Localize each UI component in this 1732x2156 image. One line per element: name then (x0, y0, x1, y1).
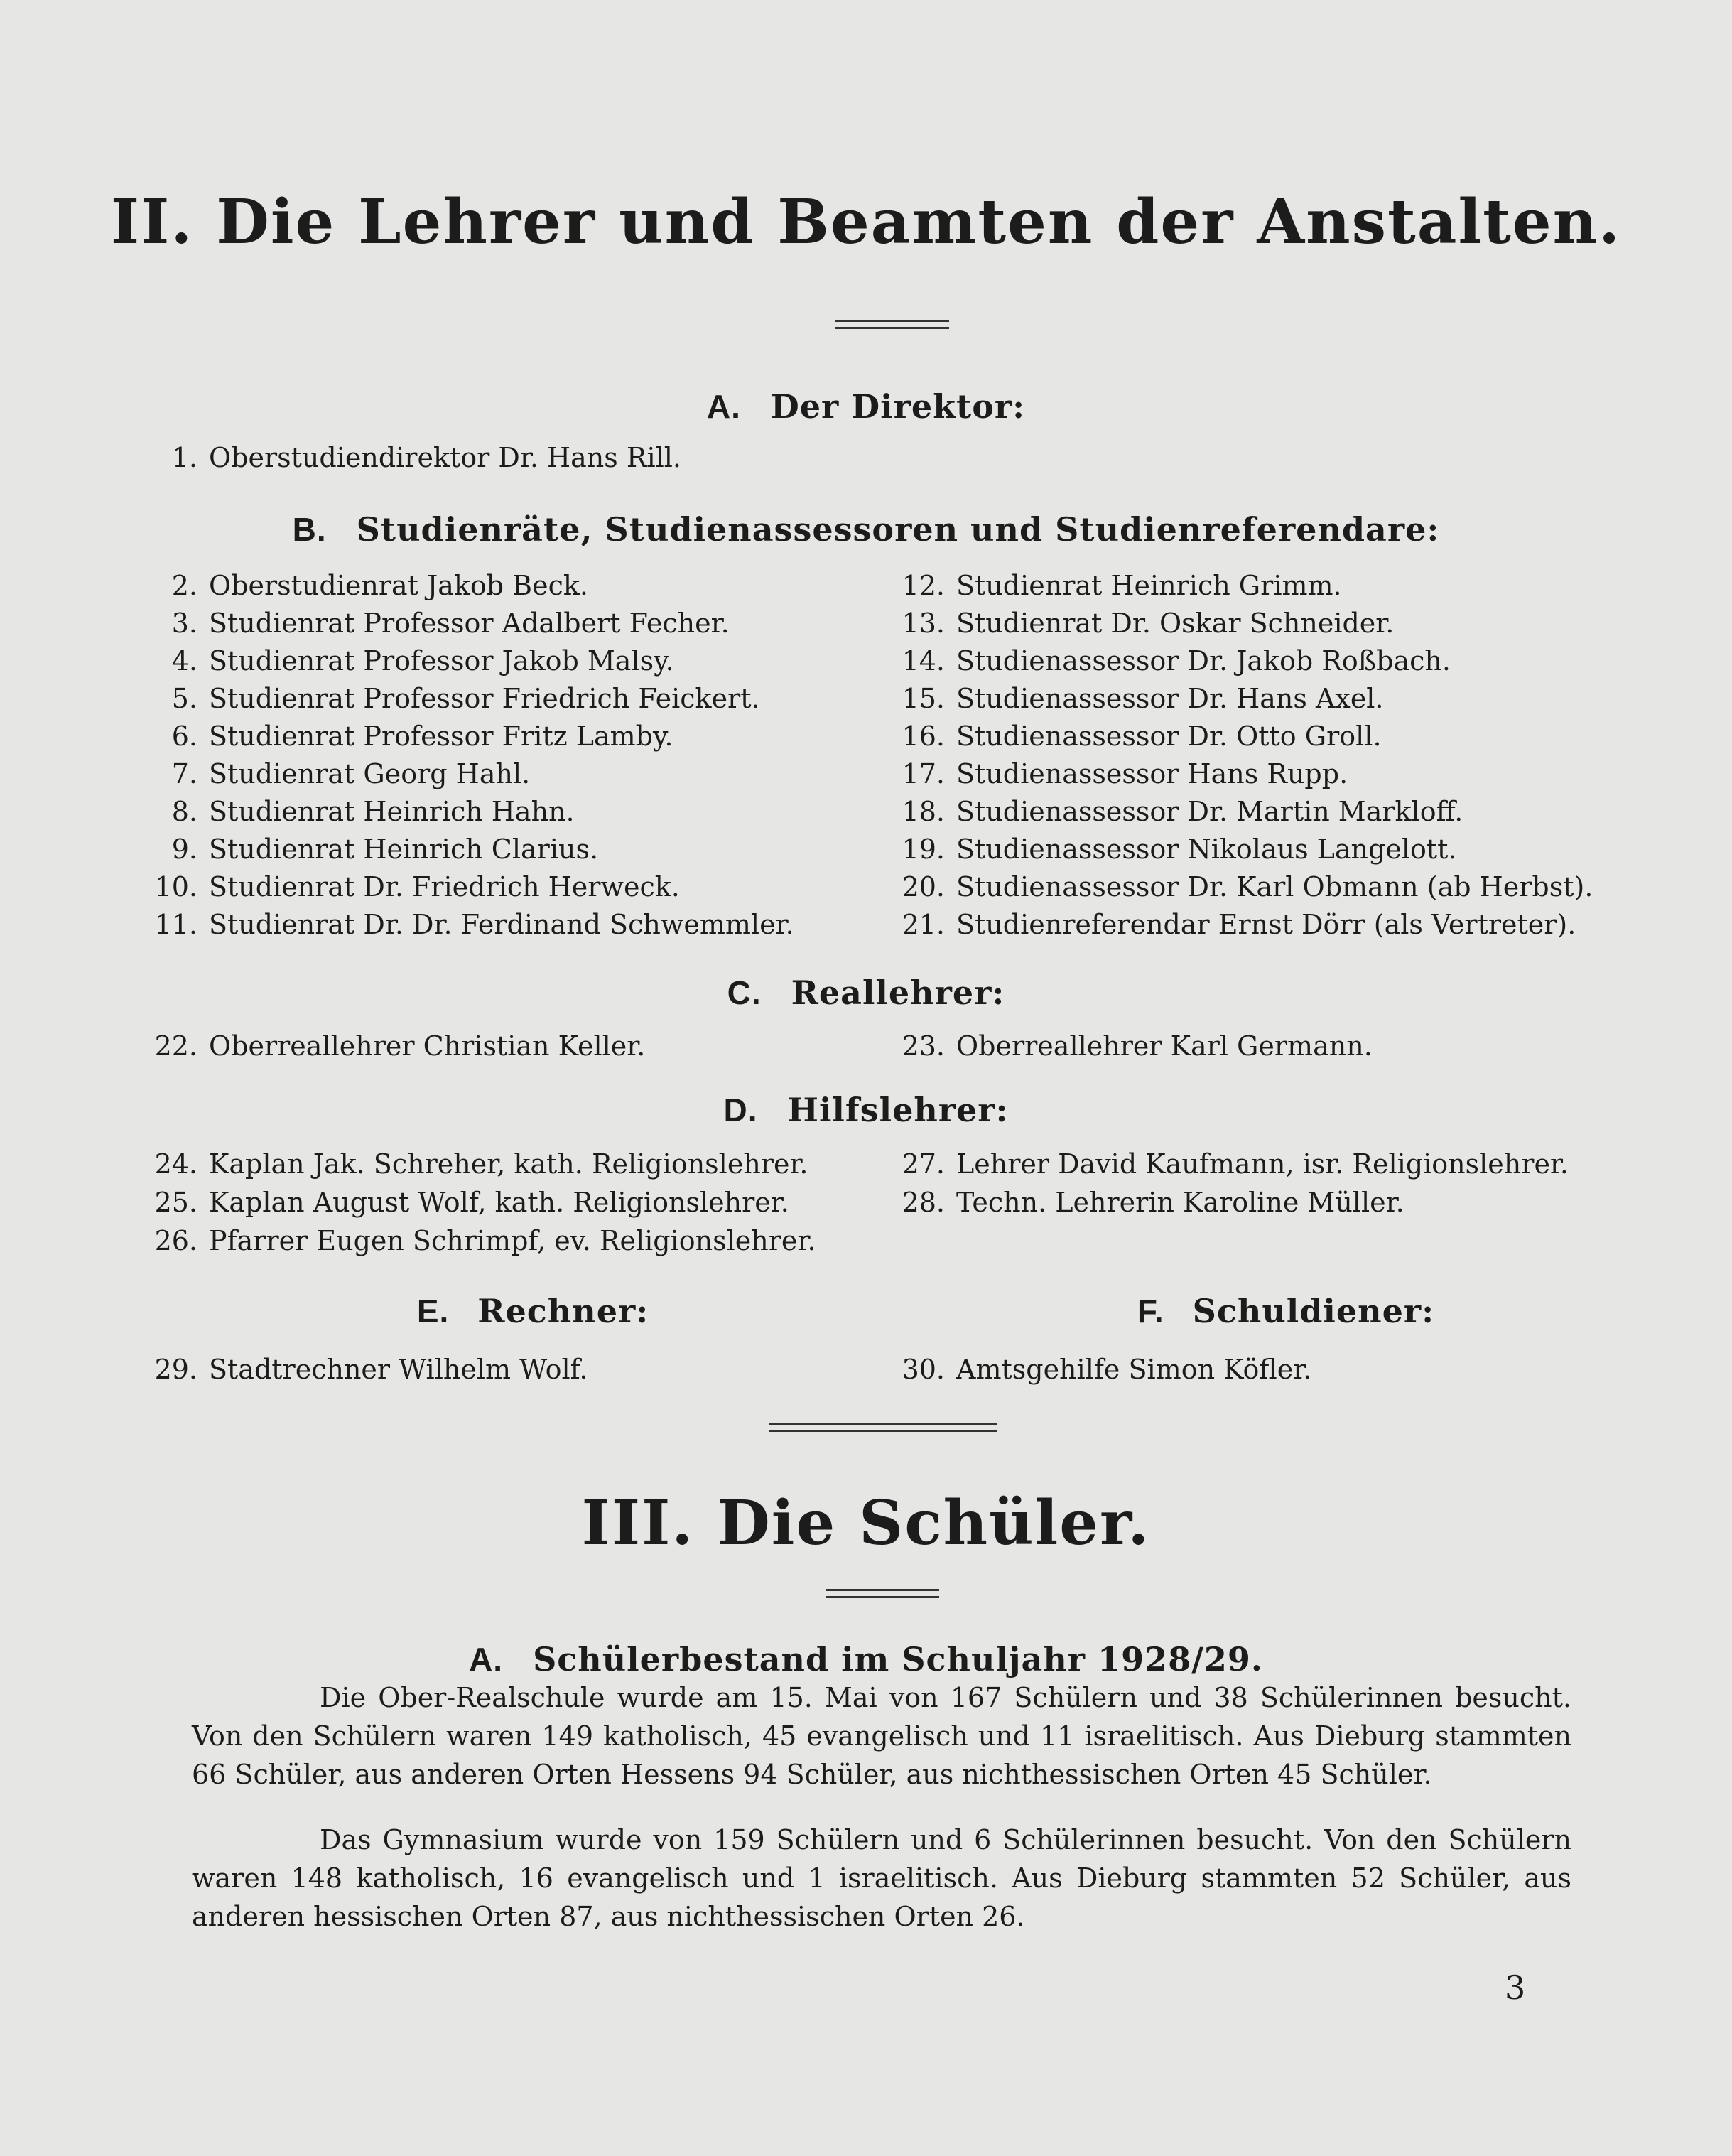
entry-number: 19. (902, 834, 945, 865)
section-letter: E. (416, 1293, 450, 1330)
list-item (888, 907, 1576, 942)
entry-number: 25. (154, 1187, 197, 1218)
entry-number: 7. (171, 758, 197, 789)
entry-number: 2. (171, 570, 197, 601)
entry-text: Studienrat Dr. Oskar Schneider. (956, 608, 1395, 639)
entry-text: Techn. Lehrerin Karoline Müller. (956, 1187, 1404, 1218)
section-title: Schuldiener: (1192, 1292, 1435, 1330)
entry-number: 24. (154, 1148, 197, 1180)
list-item (888, 719, 1382, 753)
list-item (141, 1185, 789, 1219)
section-letter: C. (727, 974, 762, 1011)
list-item (888, 757, 1348, 791)
list-item (888, 794, 1463, 829)
entry-text: Stadtrechner Wilhelm Wolf. (209, 1354, 588, 1385)
entry-text: Studienassessor Dr. Hans Axel. (956, 683, 1384, 714)
list-item (888, 681, 1384, 716)
entry-number: 18. (902, 796, 945, 827)
list-item (888, 1352, 1311, 1386)
entry-number: 13. (902, 608, 945, 639)
entry-number: 29. (154, 1354, 197, 1385)
entry-text: Studienrat Dr. Dr. Ferdinand Schwemmler. (209, 909, 794, 940)
entry-number: 6. (171, 721, 197, 752)
list-item (141, 568, 588, 603)
entry-number: 17. (902, 758, 945, 789)
section-reallehrer-heading (0, 974, 1732, 1012)
list-item (888, 1185, 1404, 1219)
section-title: Hilfslehrer: (787, 1091, 1009, 1129)
list-item (141, 644, 674, 678)
list-item (141, 794, 575, 829)
list-item (141, 1029, 645, 1063)
entry-text: Studienassessor Dr. Karl Obmann (ab Herbst). (956, 871, 1593, 902)
list-item (141, 1147, 808, 1181)
section-director-heading (0, 387, 1732, 426)
entry-text: Pfarrer Eugen Schrimpf, ev. Religionslehrer. (209, 1225, 816, 1256)
entry-number: 1. (171, 442, 197, 473)
chapter-divider-2 (826, 1596, 939, 1598)
list-item (888, 644, 1451, 678)
entry-text: Studienrat Professor Fritz Lamby. (209, 721, 673, 752)
title-divider-2 (835, 327, 949, 329)
entry-number: 22. (154, 1030, 197, 1062)
entry-number: 16. (902, 721, 945, 752)
entry-number: 27. (902, 1148, 945, 1180)
list-item (888, 1029, 1373, 1063)
entry-text: Studienassessor Nikolaus Langelott. (956, 834, 1457, 865)
page-number: 3 (1505, 1968, 1526, 2007)
entry-number: 23. (902, 1030, 945, 1062)
entry-text: Studienrat Heinrich Clarius. (209, 834, 599, 865)
list-item (141, 907, 794, 942)
entry-text: Lehrer David Kaufmann, isr. Religionslehrer. (956, 1148, 1569, 1180)
list-item (141, 832, 598, 866)
list-item (888, 870, 1593, 904)
entry-text: Oberstudiendirektor Dr. Hans Rill. (209, 442, 681, 473)
list-item (888, 568, 1342, 603)
list-item (141, 870, 680, 904)
section-letter: B. (292, 511, 327, 548)
section-title: Schülerbestand im Schuljahr 1928/29. (533, 1640, 1263, 1678)
entry-number: 21. (902, 909, 945, 940)
section-studienraete-heading (0, 510, 1732, 549)
section-letter: F. (1137, 1293, 1164, 1330)
entry-text: Oberstudienrat Jakob Beck. (209, 570, 588, 601)
entry-text: Amtsgehilfe Simon Köfler. (956, 1354, 1312, 1385)
entry-text: Studienrat Dr. Friedrich Herweck. (209, 871, 680, 902)
page-title: II. Die Lehrer und Beamten der Anstalten. (110, 186, 1622, 258)
list-item (888, 832, 1456, 866)
paragraph-gymnasium: Das Gymnasium wurde von 159 Schülern und 6 Schülerinnen besucht. Von den Schülern waren 148 katholisch, 16 evangelisch und 1 israelitisch. Aus Dieburg stammten 52 Schüler, aus anderen hessischen Orten 87, aus nichthessischen Orten 26. (192, 1824, 1571, 1932)
entry-text: Studienassessor Dr. Otto Groll. (956, 721, 1382, 752)
section-hilfslehrer-heading (0, 1091, 1732, 1129)
list-item (888, 1147, 1569, 1181)
entry-text: Studienreferendar Ernst Dörr (als Vertreter). (956, 909, 1576, 940)
entry-number: 20. (902, 871, 945, 902)
entry-text: Studienassessor Dr. Martin Markloff. (956, 796, 1463, 827)
entry-number: 8. (171, 796, 197, 827)
title-divider (835, 320, 949, 322)
section-rechner-heading (142, 1292, 924, 1330)
list-item (141, 719, 673, 753)
entry-number: 15. (902, 683, 945, 714)
section-letter: A. (706, 388, 741, 425)
entry-text: Oberreallehrer Karl Germann. (956, 1030, 1373, 1062)
section-title: Reallehrer: (791, 974, 1005, 1012)
chapter-divider (826, 1589, 939, 1591)
entry-number: 4. (171, 645, 197, 677)
entry-number: 28. (902, 1187, 945, 1218)
list-item (141, 1224, 816, 1258)
entry-text: Studienassessor Hans Rupp. (956, 758, 1348, 789)
entry-text: Kaplan August Wolf, kath. Religionslehrer. (209, 1187, 789, 1218)
section-schuelerbestand-heading (0, 1640, 1732, 1678)
entry-text: Studienrat Heinrich Grimm. (956, 570, 1342, 601)
entry-text: Studienrat Georg Hahl. (209, 758, 531, 789)
entry-number: 5. (171, 683, 197, 714)
entry-text: Studienrat Professor Adalbert Fecher. (209, 608, 730, 639)
section-title: Der Direktor: (770, 387, 1026, 426)
list-item (141, 757, 530, 791)
entry-text: Studienrat Heinrich Hahn. (209, 796, 575, 827)
list-item (141, 606, 730, 640)
list-item (888, 606, 1394, 640)
list-item (141, 681, 760, 716)
entry-number: 26. (154, 1225, 197, 1256)
section-divider (769, 1423, 997, 1432)
section-letter: A. (469, 1641, 504, 1678)
entry-number: 3. (171, 608, 197, 639)
list-item (141, 441, 681, 475)
section-title: Studienräte, Studienassessoren und Studienreferendare: (356, 510, 1440, 549)
entry-number: 14. (902, 645, 945, 677)
entry-number: 10. (154, 871, 197, 902)
entry-number: 9. (171, 834, 197, 865)
chapter-title: III. Die Schüler. (581, 1487, 1151, 1559)
entry-text: Studienrat Professor Jakob Malsy. (209, 645, 674, 677)
section-schuldiener-heading (895, 1292, 1677, 1330)
entry-number: 30. (902, 1354, 945, 1385)
entry-text: Studienassessor Dr. Jakob Roßbach. (956, 645, 1451, 677)
list-item (141, 1352, 588, 1386)
paragraph-ober-realschule: Die Ober-Realschule wurde am 15. Mai von 167 Schülern und 38 Schülerinnen besucht. Von den Schülern waren 149 katholisch, 45 evangelisch und 11 israelitisch. Aus Dieburg stammten 66 Schüler, aus anderen Orten Hessens 94 Schüler, aus nichthessischen Orten 45 Schüler. (192, 1682, 1571, 1790)
entry-text: Kaplan Jak. Schreher, kath. Religionslehrer. (209, 1148, 808, 1180)
entry-text: Oberreallehrer Christian Keller. (209, 1030, 646, 1062)
section-title: Rechner: (477, 1292, 649, 1330)
entry-text: Studienrat Professor Friedrich Feickert. (209, 683, 760, 714)
entry-number: 11. (154, 909, 197, 940)
section-letter: D. (723, 1092, 758, 1128)
entry-number: 12. (902, 570, 945, 601)
